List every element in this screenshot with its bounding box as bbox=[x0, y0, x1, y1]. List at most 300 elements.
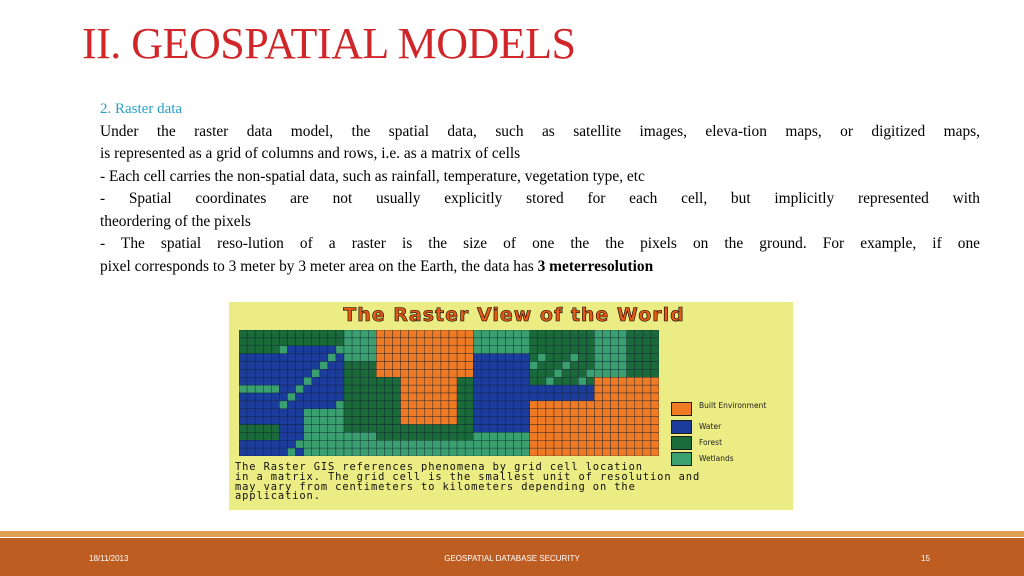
raster-cell bbox=[554, 346, 562, 354]
raster-cell bbox=[320, 448, 328, 456]
raster-cell bbox=[304, 369, 312, 377]
raster-cell bbox=[384, 448, 392, 456]
raster-cell bbox=[546, 448, 554, 456]
raster-cell bbox=[457, 354, 465, 362]
raster-cell bbox=[304, 409, 312, 417]
raster-cell bbox=[433, 377, 441, 385]
raster-cell bbox=[546, 338, 554, 346]
raster-cell bbox=[401, 385, 409, 393]
raster-cell bbox=[554, 401, 562, 409]
raster-cell bbox=[594, 338, 602, 346]
raster-cell bbox=[602, 346, 610, 354]
raster-cell bbox=[473, 385, 481, 393]
raster-cell bbox=[255, 440, 263, 448]
raster-cell bbox=[554, 338, 562, 346]
raster-cell bbox=[602, 409, 610, 417]
raster-cell bbox=[287, 362, 295, 370]
raster-cell bbox=[401, 409, 409, 417]
raster-cell bbox=[522, 432, 530, 440]
raster-cell bbox=[296, 362, 304, 370]
raster-cell bbox=[312, 425, 320, 433]
raster-cell bbox=[441, 385, 449, 393]
raster-cell bbox=[473, 377, 481, 385]
raster-cell bbox=[554, 417, 562, 425]
raster-cell bbox=[417, 330, 425, 338]
raster-cell bbox=[611, 338, 619, 346]
raster-cell bbox=[376, 369, 384, 377]
raster-cell bbox=[352, 425, 360, 433]
raster-cell bbox=[627, 338, 635, 346]
raster-cell bbox=[530, 346, 538, 354]
raster-cell bbox=[304, 393, 312, 401]
raster-cell bbox=[514, 338, 522, 346]
raster-cell bbox=[481, 369, 489, 377]
raster-cell bbox=[514, 409, 522, 417]
raster-cell bbox=[433, 409, 441, 417]
raster-cell bbox=[619, 393, 627, 401]
raster-cell bbox=[279, 432, 287, 440]
raster-cell bbox=[651, 393, 659, 401]
raster-cell bbox=[287, 377, 295, 385]
raster-cell bbox=[328, 417, 336, 425]
raster-cell bbox=[465, 401, 473, 409]
caption-line-2: in a matrix. The grid cell is the smallest unit of resolution and bbox=[235, 470, 701, 483]
raster-cell bbox=[449, 409, 457, 417]
raster-cell bbox=[481, 448, 489, 456]
raster-cell bbox=[578, 330, 586, 338]
raster-cell bbox=[481, 393, 489, 401]
raster-cell bbox=[562, 401, 570, 409]
raster-cell bbox=[651, 369, 659, 377]
raster-cell bbox=[271, 417, 279, 425]
raster-cell bbox=[611, 432, 619, 440]
raster-cell bbox=[312, 417, 320, 425]
raster-cell bbox=[586, 354, 594, 362]
raster-cell bbox=[336, 362, 344, 370]
footer-bar bbox=[0, 538, 1024, 576]
raster-cell bbox=[465, 369, 473, 377]
raster-cell bbox=[619, 432, 627, 440]
raster-cell bbox=[651, 338, 659, 346]
raster-cell bbox=[376, 440, 384, 448]
raster-cell bbox=[578, 401, 586, 409]
raster-cell bbox=[619, 377, 627, 385]
raster-cell bbox=[627, 425, 635, 433]
raster-cell bbox=[352, 432, 360, 440]
raster-cell bbox=[586, 338, 594, 346]
raster-cell bbox=[409, 362, 417, 370]
raster-cell bbox=[279, 425, 287, 433]
raster-cell bbox=[352, 354, 360, 362]
raster-cell bbox=[530, 338, 538, 346]
raster-cell bbox=[433, 425, 441, 433]
raster-cell bbox=[255, 448, 263, 456]
raster-cell bbox=[296, 401, 304, 409]
raster-cell bbox=[271, 393, 279, 401]
raster-cell bbox=[457, 409, 465, 417]
raster-cell bbox=[611, 369, 619, 377]
raster-cell bbox=[602, 369, 610, 377]
raster-cell bbox=[433, 440, 441, 448]
raster-cell bbox=[328, 409, 336, 417]
raster-cell bbox=[376, 409, 384, 417]
raster-cell bbox=[651, 377, 659, 385]
raster-cell bbox=[263, 393, 271, 401]
raster-cell bbox=[368, 354, 376, 362]
raster-cell bbox=[570, 425, 578, 433]
raster-cell bbox=[562, 432, 570, 440]
raster-cell bbox=[643, 432, 651, 440]
raster-cell bbox=[263, 354, 271, 362]
bullet-3-text: pixel corresponds to 3 meter by 3 meter area on the Earth, the data has bbox=[100, 257, 538, 275]
raster-cell bbox=[530, 417, 538, 425]
section-subtitle: 2. Raster data bbox=[100, 101, 183, 117]
raster-cell bbox=[441, 425, 449, 433]
raster-cell bbox=[586, 440, 594, 448]
raster-cell bbox=[409, 369, 417, 377]
raster-cell bbox=[465, 377, 473, 385]
raster-cell bbox=[586, 409, 594, 417]
raster-cell bbox=[643, 401, 651, 409]
raster-cell bbox=[465, 432, 473, 440]
raster-cell bbox=[594, 330, 602, 338]
raster-cell bbox=[635, 432, 643, 440]
raster-cell bbox=[271, 432, 279, 440]
raster-cell bbox=[465, 362, 473, 370]
raster-cell bbox=[497, 432, 505, 440]
raster-cell bbox=[352, 393, 360, 401]
raster-cell bbox=[602, 425, 610, 433]
raster-cell bbox=[368, 417, 376, 425]
raster-cell bbox=[320, 330, 328, 338]
raster-cell bbox=[449, 369, 457, 377]
bullet-2: - Spatial coordinates are not usually explicitly stored for each cell, but implicitly represented with bbox=[100, 190, 980, 207]
raster-cell bbox=[360, 330, 368, 338]
raster-cell bbox=[465, 354, 473, 362]
raster-cell bbox=[360, 448, 368, 456]
raster-cell bbox=[522, 338, 530, 346]
raster-cell bbox=[465, 330, 473, 338]
raster-cell bbox=[594, 362, 602, 370]
raster-cell bbox=[441, 354, 449, 362]
raster-cell bbox=[247, 401, 255, 409]
raster-cell bbox=[336, 409, 344, 417]
raster-cell bbox=[271, 409, 279, 417]
raster-cell bbox=[530, 401, 538, 409]
raster-cell bbox=[433, 432, 441, 440]
raster-cell bbox=[506, 330, 514, 338]
raster-cell bbox=[392, 362, 400, 370]
raster-cell bbox=[619, 346, 627, 354]
raster-cell bbox=[255, 330, 263, 338]
raster-cell bbox=[417, 440, 425, 448]
raster-cell bbox=[255, 385, 263, 393]
raster-cell bbox=[449, 377, 457, 385]
raster-cell bbox=[279, 338, 287, 346]
raster-cell bbox=[344, 417, 352, 425]
raster-cell bbox=[619, 354, 627, 362]
raster-cell bbox=[287, 417, 295, 425]
raster-cell bbox=[255, 432, 263, 440]
raster-cell bbox=[627, 440, 635, 448]
raster-cell bbox=[328, 362, 336, 370]
raster-cell bbox=[368, 401, 376, 409]
raster-cell bbox=[465, 338, 473, 346]
raster-cell bbox=[368, 346, 376, 354]
raster-cell bbox=[401, 362, 409, 370]
raster-cell bbox=[594, 432, 602, 440]
raster-cell bbox=[538, 362, 546, 370]
raster-cell bbox=[344, 401, 352, 409]
raster-cell bbox=[530, 354, 538, 362]
raster-cell bbox=[441, 346, 449, 354]
raster-cell bbox=[336, 432, 344, 440]
raster-cell bbox=[538, 409, 546, 417]
raster-cell bbox=[304, 346, 312, 354]
raster-cell bbox=[263, 346, 271, 354]
raster-cell bbox=[384, 432, 392, 440]
raster-cell bbox=[344, 338, 352, 346]
body-line-1: Under the raster data model, the spatial data, such as satellite images, eleva-tion maps, or digitized maps, bbox=[100, 122, 980, 140]
raster-cell bbox=[546, 377, 554, 385]
raster-cell bbox=[457, 330, 465, 338]
raster-cell bbox=[279, 448, 287, 456]
raster-cell bbox=[247, 346, 255, 354]
raster-cell bbox=[562, 346, 570, 354]
raster-cell bbox=[392, 377, 400, 385]
bullet-3-continuation bbox=[100, 256, 980, 279]
raster-cell bbox=[506, 362, 514, 370]
raster-cell bbox=[465, 425, 473, 433]
raster-cell bbox=[328, 432, 336, 440]
raster-cell bbox=[320, 377, 328, 385]
raster-cell bbox=[384, 385, 392, 393]
raster-cell bbox=[352, 417, 360, 425]
raster-cell bbox=[433, 369, 441, 377]
raster-cell bbox=[578, 362, 586, 370]
raster-cell bbox=[611, 448, 619, 456]
raster-cell bbox=[263, 377, 271, 385]
raster-cell bbox=[287, 425, 295, 433]
raster-cell bbox=[425, 440, 433, 448]
raster-cell bbox=[514, 425, 522, 433]
raster-cell bbox=[384, 354, 392, 362]
raster-cell bbox=[522, 362, 530, 370]
raster-cell bbox=[417, 362, 425, 370]
raster-cell bbox=[627, 346, 635, 354]
raster-cell bbox=[279, 440, 287, 448]
raster-cell bbox=[384, 409, 392, 417]
raster-cell bbox=[247, 448, 255, 456]
raster-cell bbox=[433, 393, 441, 401]
raster-cell bbox=[635, 377, 643, 385]
raster-cell bbox=[594, 346, 602, 354]
raster-cell bbox=[481, 401, 489, 409]
raster-cell bbox=[465, 393, 473, 401]
raster-cell bbox=[304, 425, 312, 433]
raster-cell bbox=[392, 401, 400, 409]
raster-cell bbox=[239, 330, 247, 338]
raster-cell bbox=[627, 354, 635, 362]
raster-cell bbox=[441, 377, 449, 385]
raster-cell bbox=[328, 385, 336, 393]
raster-cell bbox=[530, 425, 538, 433]
raster-cell bbox=[425, 385, 433, 393]
raster-cell bbox=[239, 377, 247, 385]
raster-cell bbox=[481, 377, 489, 385]
raster-cell bbox=[562, 393, 570, 401]
raster-cell bbox=[538, 432, 546, 440]
raster-cell bbox=[506, 401, 514, 409]
raster-cell bbox=[449, 354, 457, 362]
raster-cell bbox=[425, 417, 433, 425]
raster-cell bbox=[602, 417, 610, 425]
raster-cell bbox=[489, 393, 497, 401]
raster-cell bbox=[239, 425, 247, 433]
raster-cell bbox=[473, 417, 481, 425]
raster-cell bbox=[594, 369, 602, 377]
raster-cell bbox=[425, 448, 433, 456]
raster-cell bbox=[635, 330, 643, 338]
raster-cell bbox=[522, 377, 530, 385]
raster-cell bbox=[619, 369, 627, 377]
raster-cell bbox=[506, 369, 514, 377]
raster-cell bbox=[368, 385, 376, 393]
raster-cell bbox=[433, 346, 441, 354]
raster-cell bbox=[635, 448, 643, 456]
raster-cell bbox=[441, 369, 449, 377]
raster-cell bbox=[409, 385, 417, 393]
raster-cell bbox=[514, 354, 522, 362]
raster-cell bbox=[627, 330, 635, 338]
raster-cell bbox=[473, 432, 481, 440]
raster-cell bbox=[546, 432, 554, 440]
raster-cell bbox=[304, 440, 312, 448]
raster-cell bbox=[441, 409, 449, 417]
raster-cell bbox=[522, 448, 530, 456]
raster-cell bbox=[489, 354, 497, 362]
raster-cell bbox=[401, 369, 409, 377]
raster-cell bbox=[287, 440, 295, 448]
raster-cell bbox=[368, 338, 376, 346]
raster-cell bbox=[530, 362, 538, 370]
raster-cell bbox=[570, 369, 578, 377]
raster-cell bbox=[489, 377, 497, 385]
raster-cell bbox=[263, 338, 271, 346]
raster-cell bbox=[497, 385, 505, 393]
raster-cell bbox=[651, 362, 659, 370]
raster-cell bbox=[263, 385, 271, 393]
raster-cell bbox=[611, 377, 619, 385]
raster-cell bbox=[271, 369, 279, 377]
raster-cell bbox=[514, 448, 522, 456]
raster-cell bbox=[336, 417, 344, 425]
raster-cell bbox=[570, 330, 578, 338]
raster-cell bbox=[514, 401, 522, 409]
raster-cell bbox=[287, 369, 295, 377]
raster-cell bbox=[263, 440, 271, 448]
raster-cell bbox=[522, 417, 530, 425]
raster-cell bbox=[312, 362, 320, 370]
raster-cell bbox=[538, 417, 546, 425]
raster-cell bbox=[239, 362, 247, 370]
raster-cell bbox=[522, 393, 530, 401]
raster-cell bbox=[239, 409, 247, 417]
raster-cell bbox=[401, 346, 409, 354]
raster-cell bbox=[473, 425, 481, 433]
raster-cell bbox=[247, 440, 255, 448]
raster-cell bbox=[263, 409, 271, 417]
raster-cell bbox=[578, 393, 586, 401]
raster-cell bbox=[627, 393, 635, 401]
raster-cell bbox=[287, 393, 295, 401]
raster-cell bbox=[328, 448, 336, 456]
raster-cell bbox=[401, 432, 409, 440]
raster-cell bbox=[586, 425, 594, 433]
raster-cell bbox=[554, 369, 562, 377]
raster-cell bbox=[392, 369, 400, 377]
raster-cell bbox=[627, 432, 635, 440]
raster-cell bbox=[506, 409, 514, 417]
raster-cell bbox=[433, 401, 441, 409]
raster-cell bbox=[489, 425, 497, 433]
raster-cell bbox=[401, 377, 409, 385]
raster-cell bbox=[368, 425, 376, 433]
raster-cell bbox=[546, 417, 554, 425]
raster-cell bbox=[433, 354, 441, 362]
raster-cell bbox=[546, 369, 554, 377]
body-line-2: is represented as a grid of columns and rows, i.e. as a matrix of cells bbox=[100, 145, 521, 162]
raster-cell bbox=[320, 425, 328, 433]
raster-cell bbox=[287, 401, 295, 409]
raster-cell bbox=[239, 432, 247, 440]
raster-cell bbox=[578, 432, 586, 440]
raster-cell bbox=[611, 417, 619, 425]
raster-cell bbox=[409, 432, 417, 440]
raster-cell bbox=[401, 401, 409, 409]
raster-cell bbox=[328, 354, 336, 362]
raster-cell bbox=[441, 401, 449, 409]
raster-cell bbox=[570, 448, 578, 456]
raster-cell bbox=[635, 393, 643, 401]
raster-cell bbox=[506, 393, 514, 401]
raster-cell bbox=[611, 346, 619, 354]
raster-cell bbox=[392, 385, 400, 393]
raster-cell bbox=[465, 448, 473, 456]
raster-cell bbox=[425, 330, 433, 338]
raster-cell bbox=[651, 409, 659, 417]
raster-cell bbox=[271, 338, 279, 346]
raster-cell bbox=[570, 401, 578, 409]
raster-cell bbox=[514, 432, 522, 440]
slide-body bbox=[100, 98, 980, 278]
raster-cell bbox=[611, 440, 619, 448]
raster-cell bbox=[368, 393, 376, 401]
raster-cell bbox=[602, 354, 610, 362]
raster-cell bbox=[296, 385, 304, 393]
raster-cell bbox=[481, 362, 489, 370]
raster-cell bbox=[352, 377, 360, 385]
raster-cell bbox=[320, 417, 328, 425]
raster-cell bbox=[287, 330, 295, 338]
legend-label-wetlands: Wetlands bbox=[699, 454, 734, 463]
raster-cell bbox=[570, 417, 578, 425]
raster-cell bbox=[360, 401, 368, 409]
raster-cell bbox=[594, 425, 602, 433]
resolution-emphasis: 3 meterresolution bbox=[537, 257, 654, 275]
raster-cell bbox=[336, 385, 344, 393]
raster-cell bbox=[417, 409, 425, 417]
